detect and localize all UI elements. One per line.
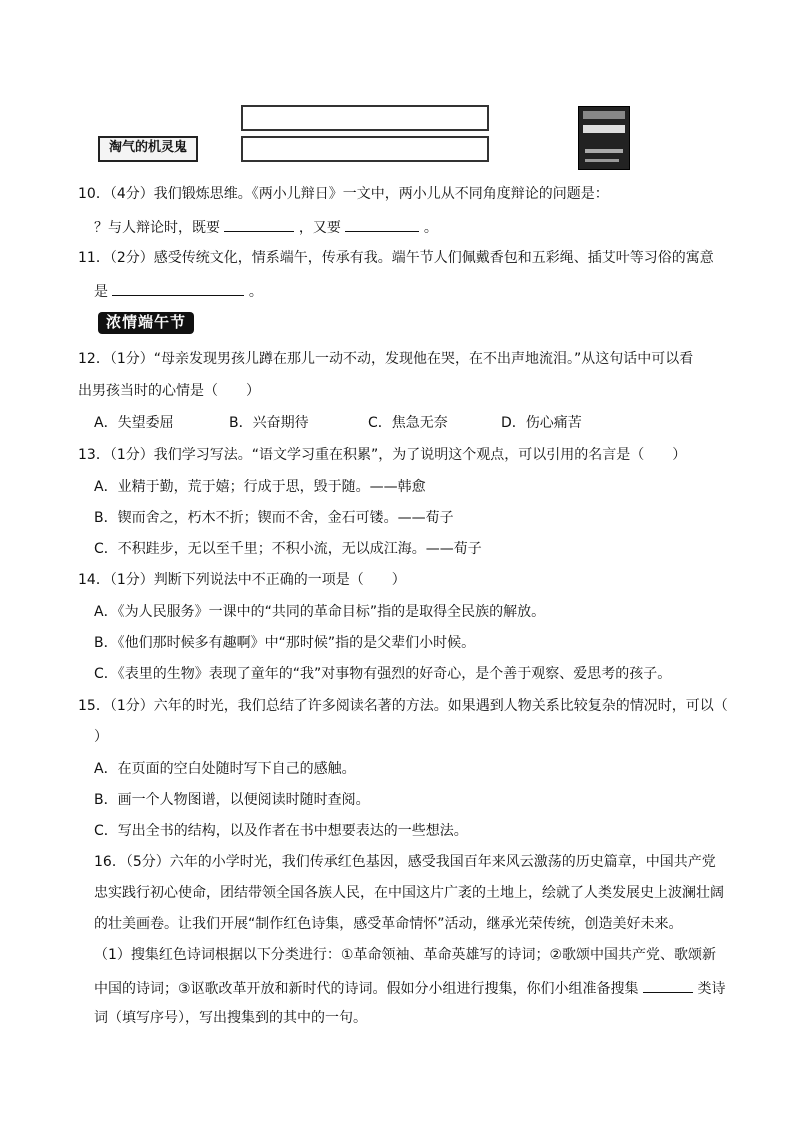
naughty-kid-label-text: 淘气的机灵鬼 [108,140,187,155]
book-cover-image [578,106,630,170]
q12-option-b[interactable] [229,414,309,432]
q16-text-2: 忠实践行初心使命，团结带领全国各族人民，在中国这片广袤的土地上，绘就了人类发展史上波澜壮阔 [94,885,724,901]
q10-text-1: 10．（4分）我们锻炼思维。《两小儿辩日》一文中，两小儿从不同角度辩论的问题是： [78,186,609,202]
q15-option-b-text: B．画一个人物图谱，以便阅读时随时查阅。 [94,792,370,808]
dragon-boat-festival-badge [98,312,194,334]
q16-sub1-line3 [94,1009,367,1027]
q12-line1 [78,350,693,368]
q14-option-a[interactable] [94,603,545,621]
q11-line2 [94,281,263,301]
q12-option-c[interactable] [368,414,448,432]
q13-option-a[interactable] [94,478,426,496]
q15-text-2: ） [94,729,108,745]
q14-text-1: 14．（1分）判断下列说法中不正确的一项是（ ） [78,572,406,588]
q13-text-1: 13．（1分）我们学习写法。“语文学习重在积累”，为了说明这个观点，可以引用的名言是（ ） [78,447,687,463]
book-cover-band [583,111,625,119]
q10-line1 [78,185,609,203]
q11-text-1: 11．（2分）感受传统文化，情系端午，传承有我。端午节人们佩戴香包和五彩绳、插艾叶等习俗的寓意 [78,250,714,266]
q16-text-1: 16．（5分）六年的小学时光，我们传承红色基因，感受我国百年来风云激荡的历史篇章，中国共产党 [94,854,716,870]
q15-line2 [94,728,108,746]
q16-line1 [94,853,716,871]
q16-sub1-text-3: 词（填写序号），写出搜集到的其中的一句。 [94,1010,367,1026]
q11-blank[interactable] [112,281,244,296]
q12-text-2: 出男孩当时的心情是（ ） [78,383,260,399]
q10-text-2b: ，又要 [298,220,341,236]
book-cover-title-band [583,125,625,133]
q13-option-c[interactable] [94,540,482,558]
q13-line1 [78,446,686,464]
q13-option-c-text: C．不积跬步，无以至千里；不积小流，无以成江海。——荀子 [94,541,482,557]
q14-option-a-text: A．《为人民服务》一课中的“共同的革命目标”指的是取得全民族的解放。 [94,604,546,620]
q16-sub1-line1 [94,946,716,964]
book-cover-stripe [585,149,623,153]
q15-option-a-text: A．在页面的空白处随时写下自己的感触。 [94,761,356,777]
q15-option-c-text: C．写出全书的结构，以及作者在书中想要表达的一些想法。 [94,823,468,839]
q15-text-1: 15．（1分）六年的时光，我们总结了许多阅读名著的方法。如果遇到人物关系比较复杂的情况时，可以（ [78,698,728,714]
answer-box-top[interactable] [241,105,489,131]
q11-line1 [78,249,714,267]
q16-sub1-text-1: （1）搜集红色诗词根据以下分类进行：①革命领袖、革命英雄写的诗词；②歌颂中国共产党、歌颂新 [94,947,717,963]
q12-option-a-text: A．失望委屈 [94,415,174,431]
naughty-kid-label [98,136,198,162]
q12-line2 [78,382,260,400]
q10-blank-2[interactable] [345,217,419,232]
q14-option-b-text: B．《他们那时候多有趣啊》中“那时候”指的是父辈们小时候。 [94,635,476,651]
q12-option-b-text: B．兴奋期待 [229,415,309,431]
q16-line2 [94,884,724,902]
q12-text-1: 12．（1分）“母亲发现男孩儿蹲在那儿一动不动，发现他在哭，在不出声地流泪。”从这句话中可以看 [78,351,694,367]
q12-option-a[interactable] [94,414,174,432]
q13-option-a-text: A．业精于勤，荒于嬉；行成于思，毁于随。——韩愈 [94,479,426,495]
q12-option-d[interactable] [501,414,582,432]
q16-text-3: 的壮美画卷。让我们开展“制作红色诗集，感受革命情怀”活动，继承光荣传统，创造美好未来。 [94,916,683,932]
q14-line1 [78,571,406,589]
q10-text-2c: 。 [423,220,438,236]
q11-text-2b: 。 [248,284,263,300]
q16-sub1-text-2b: 类诗 [697,981,726,997]
q12-option-c-text: C．焦急无奈 [368,415,448,431]
q16-sub1-line2 [94,978,725,998]
q12-option-d-text: D．伤心痛苦 [501,415,582,431]
q16-sub1-text-2a: 中国的诗词；③讴歌改革开放和新时代的诗词。假如分小组进行搜集，你们小组准备搜集 [94,981,639,997]
q10-line2 [94,217,438,237]
q15-line1 [78,697,728,715]
q13-option-b[interactable] [94,509,454,527]
dragon-boat-festival-badge-text: 浓情端午节 [105,313,186,331]
answer-box-bottom[interactable] [241,136,489,162]
q15-option-c[interactable] [94,822,468,840]
q16-line3 [94,915,683,933]
q14-option-c[interactable] [94,665,671,683]
q10-blank-1[interactable] [224,217,294,232]
q16-category-blank[interactable] [643,978,693,993]
q15-option-b[interactable] [94,791,370,809]
q15-option-a[interactable] [94,760,356,778]
q11-text-2a: 是 [94,284,108,300]
q14-option-c-text: C．《表里的生物》表现了童年的“我”对事物有强烈的好奇心，是个善于观察、爱思考的孩子。 [94,666,672,682]
q14-option-b[interactable] [94,634,475,652]
q10-text-2a: ？与人辩论时，既要 [94,220,220,236]
book-cover-stripe [585,159,619,162]
q13-option-b-text: B．锲而舍之，朽木不折；锲而不舍，金石可镂。——荀子 [94,510,454,526]
